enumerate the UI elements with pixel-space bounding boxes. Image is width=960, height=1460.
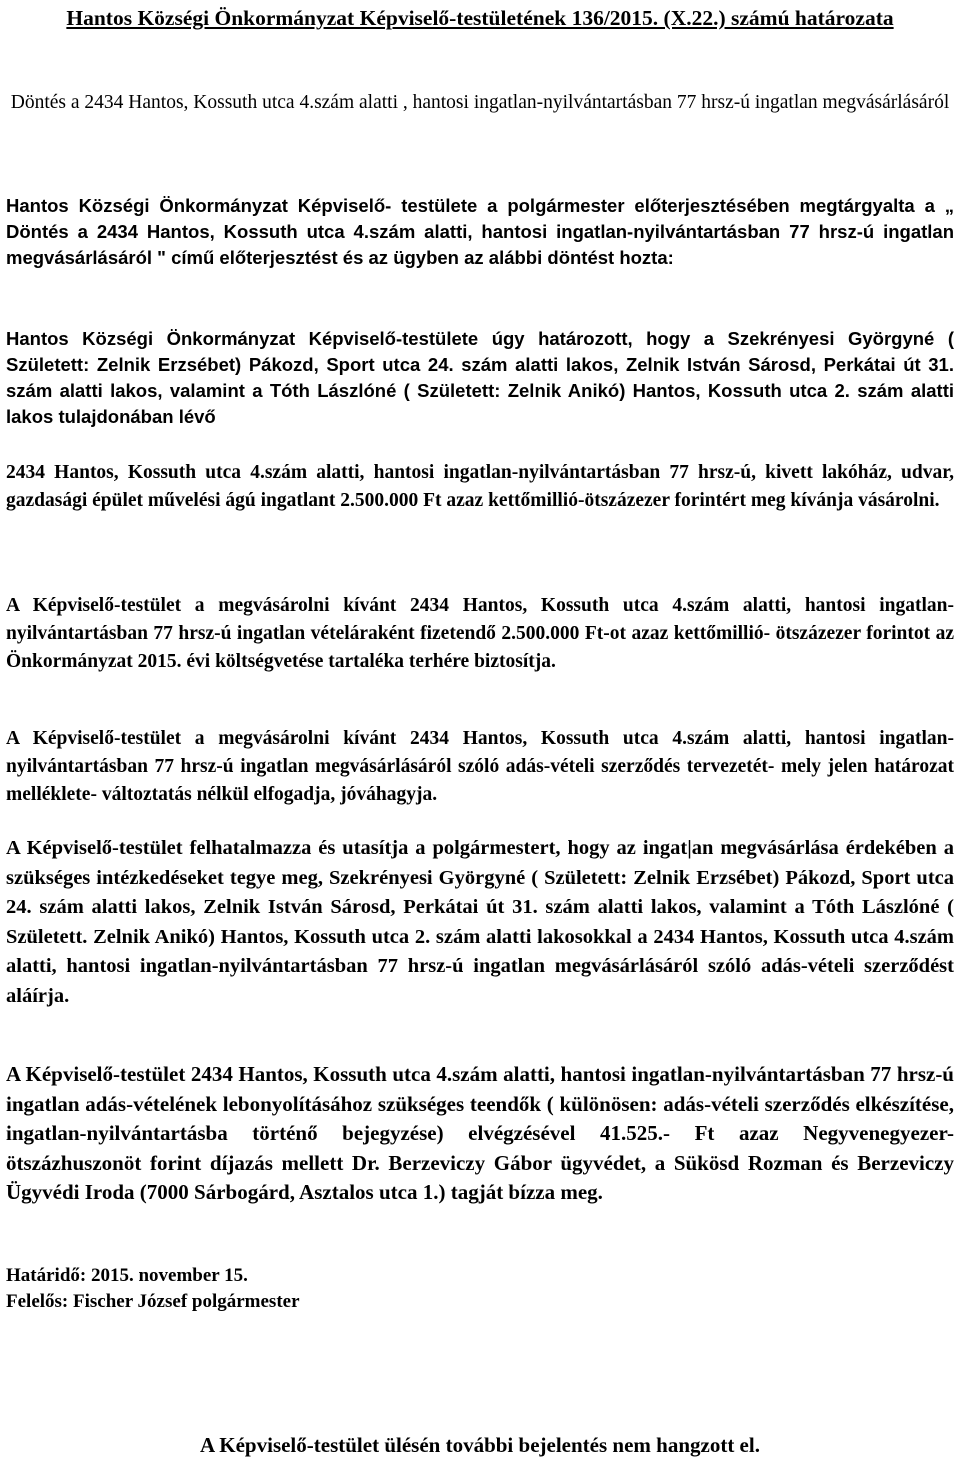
paragraph-3: A Képviselő-testület a megvásárolni kívánt 2434 Hantos, Kossuth utca 4.szám alatti, hantosi ingatlan-nyilvántartásban 77 hrsz-ú ingatlan vételáraként fizetendő 2.500.000 Ft-ot azaz kettőmillió- ötszázezer forintot az Önkormányzat 2015. évi költségvetése tartaléka terhére biztosítja. — [6, 595, 954, 672]
paragraph-6: A Képviselő-testület 2434 Hantos, Kossuth utca 4.szám alatti, hantosi ingatlan-nyilvántartásban 77 hrsz-ú ingatlan adás-vételének lebonyolításához szükséges teendők ( különösen: adás-vételi szerződés elkészítése, ingatlan-nyilvántartásba történő bejegyzése) elvégzésével 41.525.- Ft azaz Negyvenegyezer-ötszázhuszonöt forint díjazás mellett Dr. Berzeviczy Gábor ügyvédet, a Sükösd Rozman és Berzeviczy Ügyvédi Iroda (7000 Sárbogárd, Asztalos utca 1.) tagját bízza meg. — [6, 1062, 954, 1204]
intro-paragraph: Hantos Községi Önkormányzat Képviselő- testülete a polgármester előterjesztésében megtárgyalta a „ Döntés a 2434 Hantos, Kossuth utca 4.szám alatti, hantosi ingatlan-nyilvántartásban 77 hrsz-ú ingatlan megvásárlásáról " című előterjesztést és az ügyben az alábbi döntést hozta: — [6, 195, 954, 268]
decision-paragraph-1: Hantos Községi Önkormányzat Képviselő-testülete úgy határozott, hogy a Szekrényesi Györgyné ( Született: Zelnik Erzsébet) Pákozd, Sport utca 24. szám alatti lakos, Zelnik István Sárosd, Perkátai út 31. szám alatti lakos, valamint a Tóth Lászlóné ( Született: Zelnik Anikó) Hantos, Kossuth utca 2. szám alatti lakos tulajdonában lévő — [6, 328, 954, 427]
responsible-person: Felelős: Fischer József polgármester — [6, 1291, 300, 1312]
deadline: Határidő: 2015. november 15. — [6, 1265, 248, 1286]
paragraph-4: A Képviselő-testület a megvásárolni kívánt 2434 Hantos, Kossuth utca 4.szám alatti, hantosi ingatlan-nyilvántartásban 77 hrsz-ú ingatlan megvásárlásáról szóló adás-vételi szerződés tervezetét- mely jelen határozat melléklete- változtatás nélkül elfogadja, jóváhagyja. — [6, 728, 954, 805]
decision-paragraph-2: 2434 Hantos, Kossuth utca 4.szám alatti, hantosi ingatlan-nyilvántartásban 77 hrsz-ú, kivett lakóház, udvar, gazdasági épület művelési ágú ingatlant 2.500.000 Ft azaz kettőmillió-ötszázezer forintért meg kívánja vásárolni. — [6, 462, 954, 511]
closing-note: A Képviselő-testület ülésén további bejelentés nem hangzott el. — [200, 1433, 760, 1457]
paragraph-5: A Képviselő-testület felhatalmazza és utasítja a polgármestert, hogy az ingat|an megvásárlása érdekében a szükséges intézkedéseket tegye meg, Szekrényesi Györgyné ( Született: Zelnik Erzsébet) Pákozd, Sport utca 24. szám alatti lakos, Zelnik István Sárosd, Perkátai út 31. szám alatti lakos, valamint a Tóth Lászlóné ( Született. Zelnik Anikó) Hantos, Kossuth utca 2. szám alatti lakosokkal a 2434 Hantos, Kossuth utca 4.szám alatti, hantosi ingatlan-nyilvántartásban 77 hrsz-ú ingatlan megvásárlásáról szóló adás-vételi szerződést aláírja. — [6, 837, 954, 1007]
document-subtitle: Döntés a 2434 Hantos, Kossuth utca 4.szám alatti , hantosi ingatlan-nyilvántartásban 77 hrsz-ú ingatlan megvásárlásáról — [10, 92, 950, 113]
document-title: Hantos Községi Önkormányzat Képviselő-testületének 136/2015. (X.22.) számú határozata — [66, 6, 894, 30]
